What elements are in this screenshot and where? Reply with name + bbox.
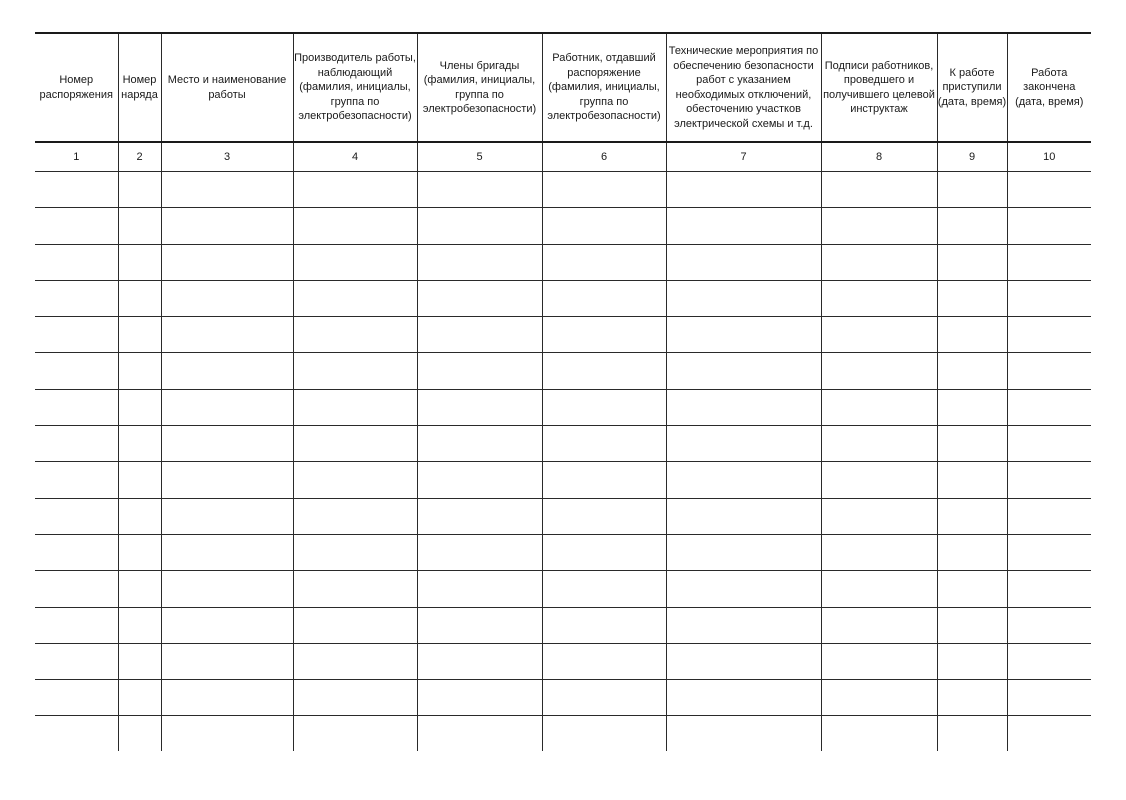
column-header-work-supervisor: Производитель работы, наблюдающий (фамилия, инициалы, группа по электробезопасности) <box>293 33 417 142</box>
entry-cell[interactable] <box>666 317 821 353</box>
entry-cell[interactable] <box>821 462 937 498</box>
entry-cell[interactable] <box>118 643 161 679</box>
table-row <box>35 172 1091 208</box>
entry-cell[interactable] <box>542 317 666 353</box>
entry-cell[interactable] <box>417 426 542 462</box>
entry-cell[interactable] <box>1007 571 1091 607</box>
column-number-row <box>35 142 1091 172</box>
entry-cell[interactable] <box>417 389 542 425</box>
entry-cell[interactable] <box>666 643 821 679</box>
table-row <box>35 462 1091 498</box>
column-number: 10 <box>1007 142 1091 172</box>
entry-cell[interactable] <box>821 389 937 425</box>
table-row <box>35 534 1091 570</box>
entry-cell[interactable] <box>161 208 293 244</box>
entry-cell[interactable] <box>1007 716 1091 752</box>
entry-cell[interactable] <box>35 244 118 280</box>
entry-cell[interactable] <box>1007 426 1091 462</box>
entry-cell[interactable] <box>1007 680 1091 716</box>
entry-cell[interactable] <box>821 208 937 244</box>
column-number: 4 <box>293 142 417 172</box>
entry-cell[interactable] <box>118 462 161 498</box>
entry-cell[interactable] <box>293 317 417 353</box>
entry-cell[interactable] <box>666 172 821 208</box>
entry-cell[interactable] <box>1007 462 1091 498</box>
entry-cell[interactable] <box>118 426 161 462</box>
entry-cell[interactable] <box>118 389 161 425</box>
entry-cell[interactable] <box>821 244 937 280</box>
entry-cell[interactable] <box>293 498 417 534</box>
work-order-journal-table <box>35 32 1091 751</box>
entry-cell[interactable] <box>293 208 417 244</box>
entry-cell[interactable] <box>937 716 1007 752</box>
table-row <box>35 426 1091 462</box>
table-row <box>35 244 1091 280</box>
entry-cell[interactable] <box>666 498 821 534</box>
entry-cell[interactable] <box>293 462 417 498</box>
table-row <box>35 280 1091 316</box>
entry-cell[interactable] <box>161 317 293 353</box>
table-row <box>35 317 1091 353</box>
table-row <box>35 680 1091 716</box>
entry-cell[interactable] <box>293 172 417 208</box>
entry-cell[interactable] <box>161 172 293 208</box>
entry-cell[interactable] <box>666 280 821 316</box>
entry-cell[interactable] <box>293 389 417 425</box>
journal-form <box>35 32 1091 751</box>
column-header-order-number: Номер распоряжения <box>35 33 118 142</box>
entry-cell[interactable] <box>417 353 542 389</box>
column-header-technical-measures: Технические мероприятия по обеспечению безопасности работ с указанием необходимых отключений, обесточению участков электрической схемы и т.д. <box>666 33 821 142</box>
entry-cell[interactable] <box>666 534 821 570</box>
entry-cell[interactable] <box>1007 498 1091 534</box>
entry-cell[interactable] <box>821 607 937 643</box>
entry-cell[interactable] <box>161 571 293 607</box>
entry-cell[interactable] <box>293 353 417 389</box>
entry-cell[interactable] <box>118 534 161 570</box>
entry-cell[interactable] <box>161 462 293 498</box>
entry-cell[interactable] <box>937 389 1007 425</box>
entry-cell[interactable] <box>35 643 118 679</box>
entry-cell[interactable] <box>417 607 542 643</box>
entry-cell[interactable] <box>821 498 937 534</box>
entry-cell[interactable] <box>118 680 161 716</box>
entry-cell[interactable] <box>118 716 161 752</box>
entry-cell[interactable] <box>821 280 937 316</box>
entry-cell[interactable] <box>542 498 666 534</box>
entry-cell[interactable] <box>118 498 161 534</box>
entry-cell[interactable] <box>118 571 161 607</box>
table-row <box>35 498 1091 534</box>
entry-cell[interactable] <box>821 643 937 679</box>
entry-cell[interactable] <box>542 534 666 570</box>
entry-cell[interactable] <box>35 353 118 389</box>
entry-cell[interactable] <box>666 244 821 280</box>
entry-cell[interactable] <box>417 534 542 570</box>
entry-cell[interactable] <box>666 571 821 607</box>
entry-cell[interactable] <box>937 172 1007 208</box>
entry-cell[interactable] <box>35 462 118 498</box>
entry-cell[interactable] <box>937 426 1007 462</box>
entry-cell[interactable] <box>937 280 1007 316</box>
table-row <box>35 353 1091 389</box>
entry-cell[interactable] <box>937 208 1007 244</box>
entry-cell[interactable] <box>666 680 821 716</box>
entry-cell[interactable] <box>937 571 1007 607</box>
table-row <box>35 208 1091 244</box>
table-row <box>35 389 1091 425</box>
column-header-work-started: К работе приступили (дата, время) <box>937 33 1007 142</box>
entry-cell[interactable] <box>1007 280 1091 316</box>
column-number: 1 <box>35 142 118 172</box>
entry-cell[interactable] <box>937 607 1007 643</box>
entry-cell[interactable] <box>118 208 161 244</box>
entry-cell[interactable] <box>417 172 542 208</box>
entry-cell[interactable] <box>1007 172 1091 208</box>
entry-cell[interactable] <box>821 716 937 752</box>
entry-cell[interactable] <box>542 353 666 389</box>
entry-cell[interactable] <box>666 389 821 425</box>
table-row <box>35 571 1091 607</box>
entry-cell[interactable] <box>417 280 542 316</box>
entry-cell[interactable] <box>161 498 293 534</box>
entry-cell[interactable] <box>35 680 118 716</box>
column-number: 7 <box>666 142 821 172</box>
entry-cell[interactable] <box>821 353 937 389</box>
entry-cell[interactable] <box>542 462 666 498</box>
entry-cell[interactable] <box>293 643 417 679</box>
entry-cell[interactable] <box>293 280 417 316</box>
column-header-permit-number: Номер наряда <box>118 33 161 142</box>
entry-cell[interactable] <box>1007 389 1091 425</box>
entry-cell[interactable] <box>1007 208 1091 244</box>
entry-cell[interactable] <box>542 244 666 280</box>
entry-cell[interactable] <box>293 716 417 752</box>
entry-cell[interactable] <box>1007 643 1091 679</box>
column-header-work-finished: Работа закончена (дата, время) <box>1007 33 1091 142</box>
entry-cell[interactable] <box>937 534 1007 570</box>
column-number: 6 <box>542 142 666 172</box>
entry-cell[interactable] <box>937 317 1007 353</box>
entry-cell[interactable] <box>118 353 161 389</box>
column-number: 9 <box>937 142 1007 172</box>
entry-cell[interactable] <box>937 643 1007 679</box>
entry-cell[interactable] <box>417 716 542 752</box>
column-header-crew-members: Члены бригады (фамилия, инициалы, группа по электробезопасности) <box>417 33 542 142</box>
entry-cell[interactable] <box>937 680 1007 716</box>
entry-cell[interactable] <box>821 534 937 570</box>
entry-cell[interactable] <box>293 571 417 607</box>
journal-entries <box>35 172 1091 752</box>
entry-cell[interactable] <box>417 680 542 716</box>
entry-cell[interactable] <box>937 498 1007 534</box>
entry-cell[interactable] <box>937 462 1007 498</box>
entry-cell[interactable] <box>417 498 542 534</box>
table-row <box>35 716 1091 752</box>
entry-cell[interactable] <box>161 716 293 752</box>
entry-cell[interactable] <box>35 172 118 208</box>
entry-cell[interactable] <box>35 317 118 353</box>
entry-cell[interactable] <box>666 607 821 643</box>
entry-cell[interactable] <box>293 244 417 280</box>
entry-cell[interactable] <box>821 317 937 353</box>
entry-cell[interactable] <box>35 571 118 607</box>
entry-cell[interactable] <box>118 317 161 353</box>
entry-cell[interactable] <box>666 716 821 752</box>
entry-cell[interactable] <box>666 426 821 462</box>
table-row <box>35 607 1091 643</box>
entry-cell[interactable] <box>35 716 118 752</box>
entry-cell[interactable] <box>35 208 118 244</box>
entry-cell[interactable] <box>417 571 542 607</box>
entry-cell[interactable] <box>161 534 293 570</box>
entry-cell[interactable] <box>937 353 1007 389</box>
entry-cell[interactable] <box>542 716 666 752</box>
entry-cell[interactable] <box>1007 534 1091 570</box>
entry-cell[interactable] <box>542 280 666 316</box>
entry-cell[interactable] <box>118 280 161 316</box>
entry-cell[interactable] <box>118 607 161 643</box>
entry-cell[interactable] <box>1007 317 1091 353</box>
column-header-briefing-signatures: Подписи работников, проведшего и получившего целевой инструктаж <box>821 33 937 142</box>
column-header-work-location: Место и наименование работы <box>161 33 293 142</box>
table-row <box>35 643 1091 679</box>
entry-cell[interactable] <box>35 498 118 534</box>
entry-cell[interactable] <box>666 208 821 244</box>
entry-cell[interactable] <box>161 280 293 316</box>
entry-cell[interactable] <box>161 643 293 679</box>
entry-cell[interactable] <box>161 244 293 280</box>
entry-cell[interactable] <box>937 244 1007 280</box>
entry-cell[interactable] <box>35 280 118 316</box>
entry-cell[interactable] <box>542 389 666 425</box>
entry-cell[interactable] <box>542 607 666 643</box>
entry-cell[interactable] <box>417 208 542 244</box>
column-number: 2 <box>118 142 161 172</box>
column-number: 8 <box>821 142 937 172</box>
entry-cell[interactable] <box>35 607 118 643</box>
entry-cell[interactable] <box>417 244 542 280</box>
column-number: 5 <box>417 142 542 172</box>
entry-cell[interactable] <box>542 643 666 679</box>
entry-cell[interactable] <box>821 172 937 208</box>
entry-cell[interactable] <box>821 680 937 716</box>
entry-cell[interactable] <box>542 426 666 462</box>
entry-cell[interactable] <box>35 426 118 462</box>
entry-cell[interactable] <box>293 607 417 643</box>
entry-cell[interactable] <box>1007 607 1091 643</box>
entry-cell[interactable] <box>542 571 666 607</box>
entry-cell[interactable] <box>1007 353 1091 389</box>
entry-cell[interactable] <box>666 462 821 498</box>
entry-cell[interactable] <box>1007 244 1091 280</box>
entry-cell[interactable] <box>35 389 118 425</box>
entry-cell[interactable] <box>293 426 417 462</box>
entry-cell[interactable] <box>821 571 937 607</box>
entry-cell[interactable] <box>293 680 417 716</box>
entry-cell[interactable] <box>821 426 937 462</box>
entry-cell[interactable] <box>542 172 666 208</box>
entry-cell[interactable] <box>118 244 161 280</box>
entry-cell[interactable] <box>161 389 293 425</box>
entry-cell[interactable] <box>118 172 161 208</box>
entry-cell[interactable] <box>542 208 666 244</box>
entry-cell[interactable] <box>666 353 821 389</box>
entry-cell[interactable] <box>417 462 542 498</box>
column-header-row <box>35 33 1091 142</box>
entry-cell[interactable] <box>417 317 542 353</box>
column-number: 3 <box>161 142 293 172</box>
entry-cell[interactable] <box>542 680 666 716</box>
column-header-issuing-worker: Работник, отдавший распоряжение (фамилия, инициалы, группа по электробезопасности) <box>542 33 666 142</box>
entry-cell[interactable] <box>293 534 417 570</box>
entry-cell[interactable] <box>161 607 293 643</box>
entry-cell[interactable] <box>417 643 542 679</box>
entry-cell[interactable] <box>35 534 118 570</box>
entry-cell[interactable] <box>161 353 293 389</box>
entry-cell[interactable] <box>161 680 293 716</box>
entry-cell[interactable] <box>161 426 293 462</box>
